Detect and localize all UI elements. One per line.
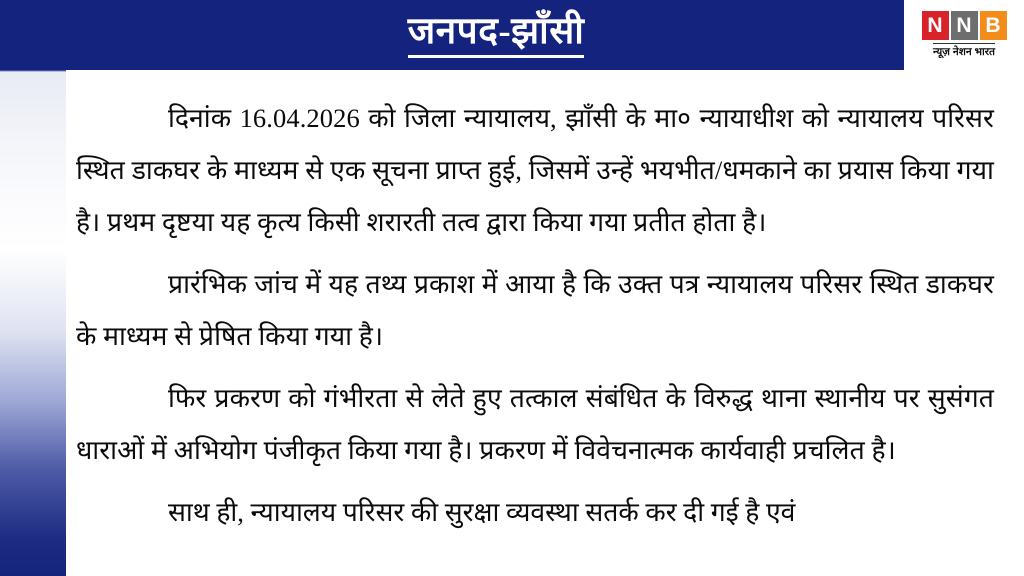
logo-letter-b: B xyxy=(980,11,1007,40)
logo-subtitle: न्यूज़ नेशन भारत xyxy=(933,43,995,59)
document-body xyxy=(66,70,1024,576)
channel-logo xyxy=(904,0,1024,70)
logo-letters xyxy=(922,11,1007,40)
header-banner xyxy=(66,0,1024,70)
logo-letter-n2: N xyxy=(951,11,978,40)
paragraph-2: प्रारंभिक जांच में यह तथ्य प्रकाश में आया है कि उक्त पत्र न्यायालय परिसर स्थित डाकघर के माध्यम से प्रेषित किया गया है। xyxy=(76,269,994,351)
paragraph-3: फिर प्रकरण को गंभीरता से लेते हुए तत्काल संबंधित के विरुद्ध थाना स्थानीय पर सुसंगत धाराओं में अभियोग पंजीकृत किया गया है। प्रकरण में विवेचनात्मक कार्यवाही प्रचलित है। xyxy=(76,383,994,465)
left-decorative-strip xyxy=(0,0,66,576)
paragraph-4-clipped: साथ ही, न्यायालय परिसर की सुरक्षा व्यवस्था सतर्क कर दी गई है एवं xyxy=(168,497,796,527)
page-title-text: जनपद-झाँसी xyxy=(408,12,585,58)
logo-letter-n1: N xyxy=(922,11,949,40)
paragraph-1: दिनांक 16.04.2026 को जिला न्यायालय, झाँसी के मा० न्यायाधीश को न्यायालय परिसर स्थित डाकघर के माध्यम से एक सूचना प्राप्त हुई, जिसमें उन्हें भयभीत/धमकाने का प्रयास किया गया है। प्रथम दृष्टया यह कृत्य किसी शरारती तत्व द्वारा किया गया प्रतीत होता है। xyxy=(76,103,994,237)
page-title xyxy=(66,0,926,70)
